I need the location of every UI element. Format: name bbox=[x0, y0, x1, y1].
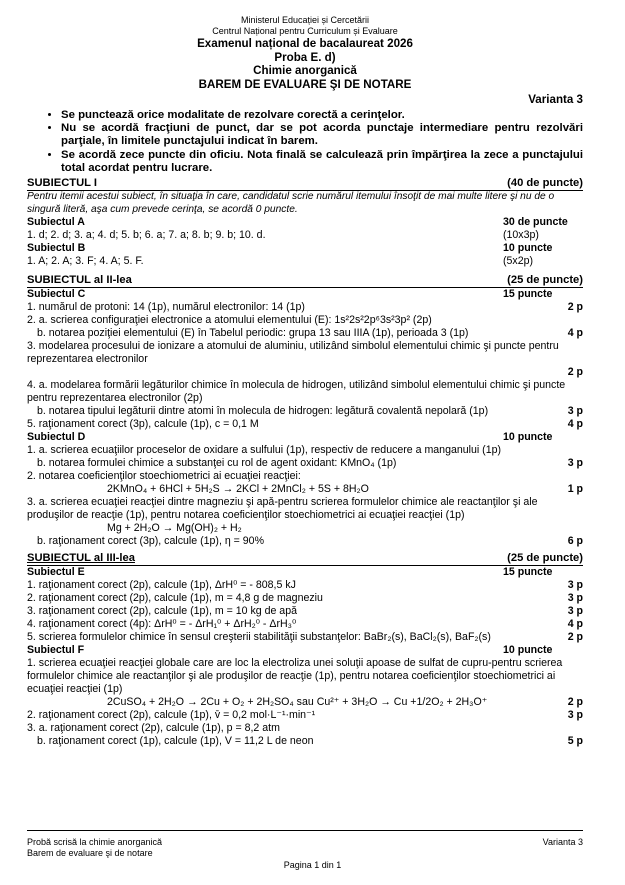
item-points: 3 p bbox=[567, 457, 583, 470]
item-row bbox=[27, 418, 583, 431]
section-1-title: SUBIECTUL I bbox=[27, 177, 98, 190]
section-2-points: (25 de puncte) bbox=[507, 274, 583, 287]
rule-item: • Nu se acordă fracţiuni de punct, dar se pot acorda punctaje intermediare pentru rezolvări parţiale, în limitele punctajului indicat în barem. bbox=[61, 122, 583, 148]
item-f3b: b. raţionament corect (1p), calcule (1p), V = 11,2 L de neon bbox=[37, 735, 314, 748]
section-1-note: Pentru itemii acestui subiect, în situaţia în care, candidatul scrie numărul itemului însoţit de mai multe litere şi nu de o singură literă, aşa cum prevede cerinţa, se acordă 0 puncte. bbox=[27, 191, 555, 215]
barem-title: BAREM DE EVALUARE ŞI DE NOTARE bbox=[198, 77, 412, 91]
item-row bbox=[27, 592, 583, 605]
item-d3a: 3. a. scrierea ecuaţiei reacţiei dintre magneziu şi apă-pentru scrierea formulelor chimice ale reactanţilor şi ale produşilor de reacţie (1p), pentru notarea coeficienţilor stoechiometrici ai ecuaţiei reacţiei (1p) bbox=[27, 496, 538, 522]
page-number: Pagina 1 din 1 bbox=[283, 860, 342, 870]
rules-list bbox=[27, 109, 583, 175]
subject-c-title: Subiectul C bbox=[27, 288, 86, 301]
item-f3a: 3. a. raţionament corect (2p), calcule (1p), p = 8,2 atm bbox=[27, 722, 280, 735]
page-footer bbox=[27, 830, 583, 859]
subject-b-points: 10 puncte bbox=[503, 242, 553, 255]
subject-b-header bbox=[27, 242, 583, 255]
item-e1: 1. raţionament corect (2p), calcule (1p), ΔrH⁰ = - 808,5 kJ bbox=[27, 579, 296, 592]
subject-f-header bbox=[27, 644, 583, 657]
section-3-header bbox=[27, 552, 583, 566]
item-c2b: b. notarea poziţiei elementului (E) în Tabelul periodic: grupa 13 sau IIIA (1p), perioada 3 (1p) bbox=[37, 327, 469, 340]
item-points: 3 p bbox=[567, 405, 583, 418]
item-row bbox=[27, 366, 583, 379]
item-f2: 2. raţionament corect (2p), calcule (1p), v̄ = 0,2 mol·L⁻¹·min⁻¹ bbox=[27, 709, 316, 722]
subject-c-header bbox=[27, 288, 583, 301]
footer-left-2: Barem de evaluare şi de notare bbox=[27, 848, 153, 858]
item-d1b: b. notarea formulei chimice a substanţei cu rol de agent oxidant: KMnO₄ (1p) bbox=[37, 457, 397, 470]
item-c3: 3. modelarea procesului de ionizare a atomului de aluminiu, utilizând simbolul elementului chimic şi puncte pentru reprezentarea electronilor bbox=[27, 340, 559, 366]
subject-f-points: 10 puncte bbox=[503, 644, 553, 657]
item-row bbox=[27, 735, 583, 748]
section-2-header bbox=[27, 274, 583, 288]
subject-b-answers: 1. A; 2. A; 3. F; 4. A; 5. F. bbox=[27, 255, 144, 268]
subject-e-header bbox=[27, 566, 583, 579]
section-1-header bbox=[27, 177, 583, 191]
item-row bbox=[27, 535, 583, 548]
subject-a-header bbox=[27, 216, 583, 229]
exam-title: Examenul național de bacalaureat 2026 bbox=[197, 37, 413, 50]
item-points: 3 p bbox=[567, 592, 583, 605]
subject-e-points: 15 puncte bbox=[503, 566, 553, 579]
subject-b-title: Subiectul B bbox=[27, 242, 86, 255]
footer-variant: Varianta 3 bbox=[542, 837, 583, 847]
subject-d-points: 10 puncte bbox=[503, 431, 553, 444]
item-e3: 3. raţionament corect (2p), calcule (1p), m = 10 kg de apă bbox=[27, 605, 297, 618]
ministry-line-2: Centrul Național pentru Curriculum și Evaluare bbox=[212, 26, 398, 36]
item-c2a: 2. a. scrierea configuraţiei electronice a atomului elementului (E): 1s²2s²2p⁶3s²3p² (2p) bbox=[27, 314, 432, 327]
item-row bbox=[27, 631, 583, 644]
subject-e-title: Subiectul E bbox=[27, 566, 85, 579]
item-f1: 1. scrierea ecuaţiei reacţiei globale care are loc la electroliza unei soluţii apoase de sulfat de cupru-pentru scrierea formulelor chimice ale reactanţilor şi ale produşilor de reacţie (1p), pentru notarea coeficienţilor stoechiometrici ai ecuaţiei reacţiei (1p) bbox=[27, 657, 563, 696]
subject-a-points: 30 de puncte bbox=[503, 216, 568, 229]
rule-item: • Se punctează orice modalitate de rezolvare corectă a cerinţelor. bbox=[61, 109, 583, 122]
item-points: 2 p bbox=[567, 301, 583, 314]
item-c4a: 4. a. modelarea formării legăturilor chimice în molecula de hidrogen, utilizând simbolul elementului chimic şi puncte pentru reprezentarea electronilor (2p) bbox=[27, 379, 566, 405]
subject-d-header bbox=[27, 431, 583, 444]
subject-a-answers: 1. d; 2. d; 3. a; 4. d; 5. b; 6. a; 7. a; 8. b; 9. b; 10. d. bbox=[27, 229, 266, 242]
item-row bbox=[27, 696, 583, 709]
item-d2: 2. notarea coeficienţilor stoechiometrici ai ecuaţiei reacţiei: bbox=[27, 470, 301, 483]
item-c5: 5. raţionament corect (3p), calcule (1p), c = 0,1 M bbox=[27, 418, 259, 431]
item-points: 3 p bbox=[567, 579, 583, 592]
item-c4b: b. notarea tipului legăturii dintre atomi în molecula de hidrogen: legătură covalentă nepolară (1p) bbox=[37, 405, 489, 418]
item-points: 2 p bbox=[567, 631, 583, 644]
subject-d-title: Subiectul D bbox=[27, 431, 86, 444]
item-row bbox=[27, 483, 583, 496]
item-row bbox=[27, 327, 583, 340]
item-d2-equation: 2KMnO₄ + 6HCl + 5H₂S → 2KCl + 2MnCl₂ + 5S + 8H₂O bbox=[107, 483, 369, 496]
rule-item: • Se acordă zece puncte din oficiu. Nota finală se calculează prin împărţirea la zece a punctajului total acordat pentru lucrare. bbox=[61, 149, 583, 175]
item-row bbox=[27, 618, 583, 631]
subject-title: Chimie anorganică bbox=[253, 64, 357, 77]
subject-a-title: Subiectul A bbox=[27, 216, 85, 229]
item-e4: 4. raţionament corect (4p): ΔrH⁰ = - ΔrH₁⁰ + ΔrH₂⁰ - ΔrH₃⁰ bbox=[27, 618, 297, 631]
document-page bbox=[27, 15, 583, 748]
subject-b-answers-row bbox=[27, 255, 583, 268]
item-d3b: b. raţionament corect (3p), calcule (1p), η = 90% bbox=[37, 535, 264, 548]
item-row bbox=[27, 579, 583, 592]
item-row bbox=[27, 405, 583, 418]
item-points: 1 p bbox=[567, 483, 583, 496]
item-points: 6 p bbox=[567, 535, 583, 548]
section-2-title: SUBIECTUL al II-lea bbox=[27, 274, 132, 287]
item-d3-equation: Mg + 2H₂O → Mg(OH)₂ + H₂ bbox=[107, 522, 242, 535]
item-points: 3 p bbox=[567, 605, 583, 618]
item-points: 2 p bbox=[567, 696, 583, 709]
item-points: 4 p bbox=[567, 618, 583, 631]
item-c1: 1. numărul de protoni: 14 (1p), numărul electronilor: 14 (1p) bbox=[27, 301, 305, 314]
item-f1-equation: 2CuSO₄ + 2H₂O → 2Cu + O₂ + 2H₂SO₄ sau Cu²⁺ + 3H₂O → Cu +1/2O₂ + 2H₃O⁺ bbox=[107, 696, 488, 709]
item-points: 5 p bbox=[567, 735, 583, 748]
proba-title: Proba E. d) bbox=[274, 50, 336, 64]
item-points: 3 p bbox=[567, 709, 583, 722]
section-1-points: (40 de puncte) bbox=[507, 177, 583, 190]
item-d1a: 1. a. scrierea ecuaţiilor proceselor de oxidare a sulfului (1p), respectiv de reducere a manganului (1p) bbox=[27, 444, 502, 457]
item-row bbox=[27, 457, 583, 470]
section-3-title: SUBIECTUL al III-lea bbox=[27, 552, 135, 565]
subject-a-answers-row bbox=[27, 229, 583, 242]
subject-c-points: 15 puncte bbox=[503, 288, 553, 301]
item-e2: 2. raţionament corect (2p), calcule (1p), m = 4,8 g de magneziu bbox=[27, 592, 323, 605]
section-3-points: (25 de puncte) bbox=[507, 552, 583, 565]
subject-b-detail: (5x2p) bbox=[503, 255, 534, 268]
item-row bbox=[27, 709, 583, 722]
item-row bbox=[27, 301, 583, 314]
item-points: 2 p bbox=[567, 366, 583, 379]
item-row bbox=[27, 605, 583, 618]
footer-left-1: Probă scrisă la chimie anorganică bbox=[27, 837, 163, 847]
item-points: 4 p bbox=[567, 418, 583, 431]
subject-a-detail: (10x3p) bbox=[503, 229, 539, 242]
ministry-line-1: Ministerul Educației și Cercetării bbox=[240, 15, 370, 25]
item-points: 4 p bbox=[567, 327, 583, 340]
subject-f-title: Subiectul F bbox=[27, 644, 85, 657]
item-e5: 5. scrierea formulelor chimice în sensul creşterii stabilităţii substanţelor: BaBr₂(s), BaCl₂(s), BaF₂(s) bbox=[27, 631, 491, 644]
variant-label: Varianta 3 bbox=[528, 93, 583, 106]
